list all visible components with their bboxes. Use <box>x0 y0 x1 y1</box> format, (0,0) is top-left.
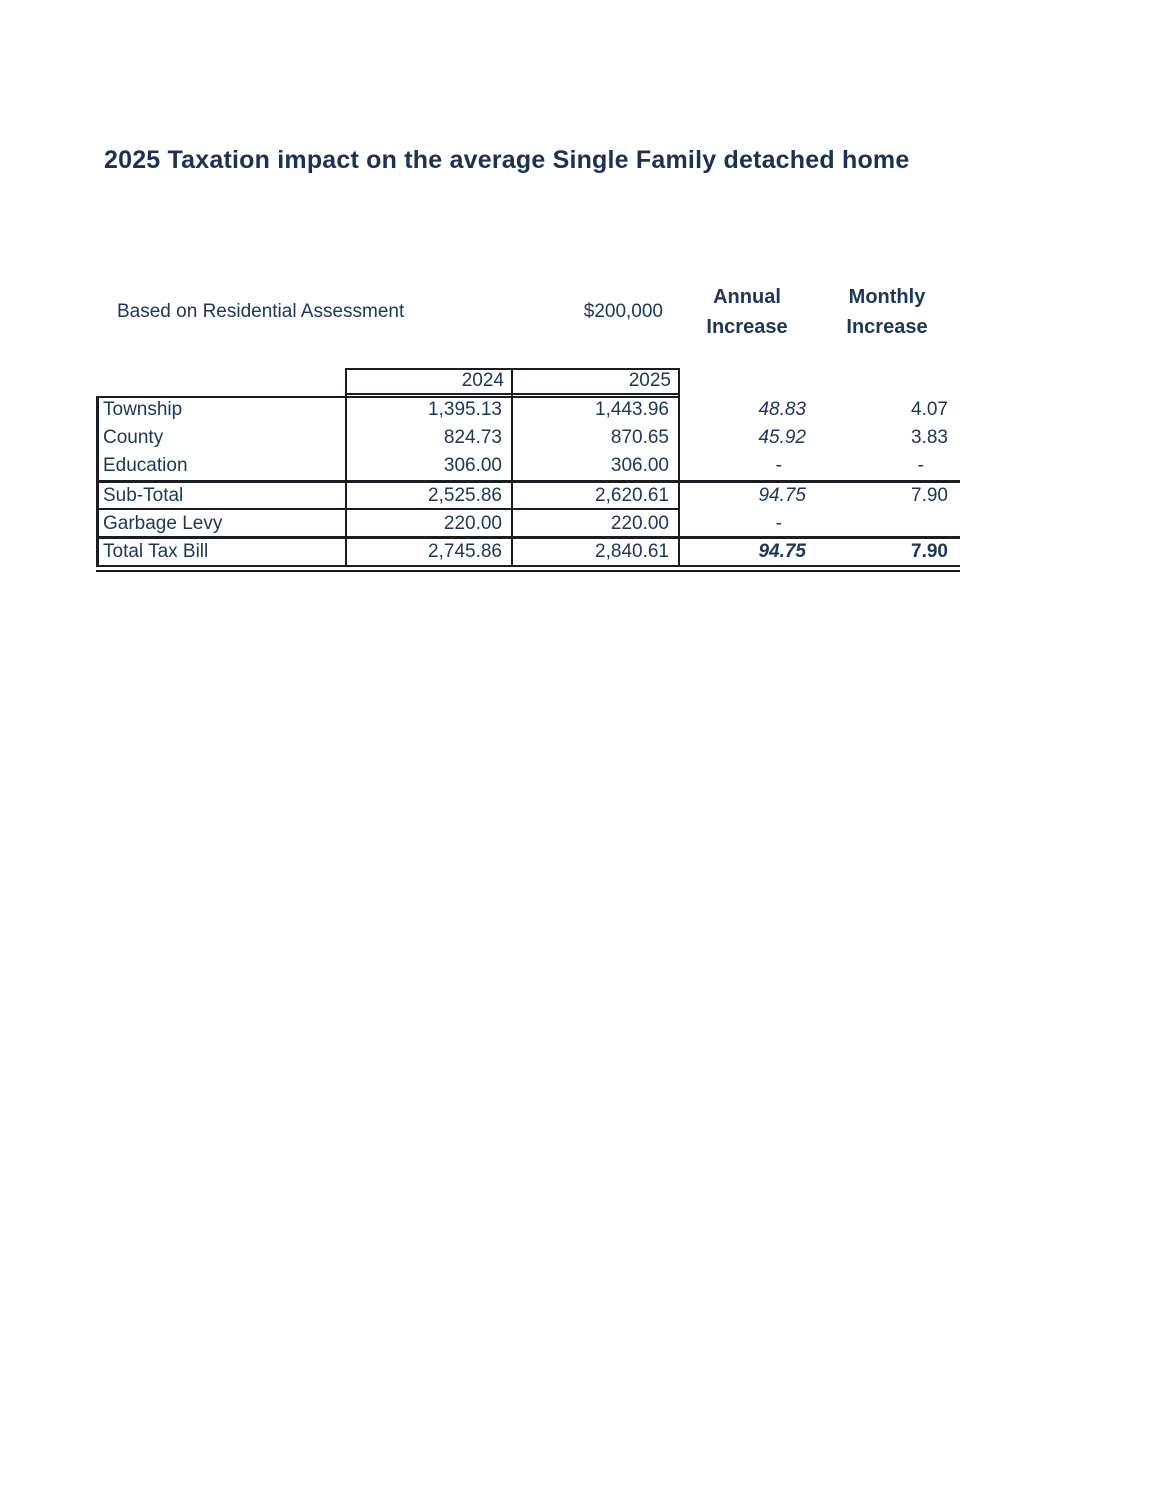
header-spacer-cell <box>96 368 345 394</box>
value-2024: 1,395.13 <box>428 399 502 420</box>
monthly-increase-header-line2: Increase <box>846 316 928 338</box>
row-label: Education <box>103 455 188 476</box>
row-label: Garbage Levy <box>103 513 223 534</box>
border-total-top <box>96 536 960 539</box>
border-vertical-2025-right <box>678 368 680 567</box>
border-subtotal-top <box>96 480 960 483</box>
monthly-increase-value: 4.07 <box>911 399 948 420</box>
border-vertical-2024-2025 <box>511 368 513 567</box>
year-2025-header: 2025 <box>628 370 671 391</box>
annual-increase-value: 94.75 <box>758 485 806 506</box>
year-2024-header: 2024 <box>461 370 504 391</box>
value-2025: 2,840.61 <box>595 541 669 562</box>
table-row-subtotal <box>96 482 960 510</box>
annual-increase-value: - <box>775 513 782 534</box>
annual-increase-value: 45.92 <box>758 427 806 448</box>
table-row-garbage-levy <box>96 510 960 538</box>
row-label: Sub-Total <box>103 485 184 506</box>
table-row-education <box>96 452 960 480</box>
monthly-increase-value: - <box>917 455 924 476</box>
value-2024: 2,745.86 <box>428 541 502 562</box>
annual-increase-header-line2: Increase <box>706 316 788 338</box>
border-garbage-top <box>96 508 680 510</box>
annual-increase-header-line1: Annual <box>713 286 781 308</box>
page-title: 2025 Taxation impact on the average Single Family detached home <box>104 146 910 174</box>
table-row-township <box>96 396 960 424</box>
annual-increase-header <box>680 282 814 342</box>
value-2024: 824.73 <box>443 427 502 448</box>
row-label: Township <box>103 399 183 420</box>
value-2024: 306.00 <box>443 455 502 476</box>
table-header-row <box>96 368 960 394</box>
table-row-county <box>96 424 960 452</box>
annual-increase-value: - <box>775 455 782 476</box>
row-label: Total Tax Bill <box>103 541 209 562</box>
annual-increase-value: 48.83 <box>758 399 806 420</box>
border-left-vertical <box>96 396 99 567</box>
monthly-increase-value: 7.90 <box>911 541 948 562</box>
row-label: County <box>103 427 164 448</box>
monthly-increase-header-line1: Monthly <box>848 286 926 308</box>
table-row-total <box>96 538 960 566</box>
border-bottom-double-1 <box>96 565 960 567</box>
assessment-label: Based on Residential Assessment <box>117 301 405 322</box>
border-body-top <box>96 396 680 398</box>
value-2025: 220.00 <box>610 513 669 534</box>
assessment-value: $200,000 <box>583 301 663 322</box>
value-2025: 870.65 <box>610 427 669 448</box>
header-annual-cell <box>678 368 820 394</box>
monthly-increase-value: 7.90 <box>911 485 948 506</box>
header-monthly-cell <box>820 368 960 394</box>
value-2025: 1,443.96 <box>595 399 669 420</box>
value-2025: 306.00 <box>610 455 669 476</box>
monthly-increase-value <box>820 510 960 538</box>
value-2024: 2,525.86 <box>428 485 502 506</box>
annual-increase-value: 94.75 <box>758 541 806 562</box>
monthly-increase-header <box>820 282 954 342</box>
tax-table <box>96 368 962 576</box>
border-bottom-double-2 <box>96 570 960 572</box>
monthly-increase-value: 3.83 <box>911 427 948 448</box>
value-2025: 2,620.61 <box>595 485 669 506</box>
value-2024: 220.00 <box>443 513 502 534</box>
border-vertical-label-2024 <box>345 368 347 567</box>
